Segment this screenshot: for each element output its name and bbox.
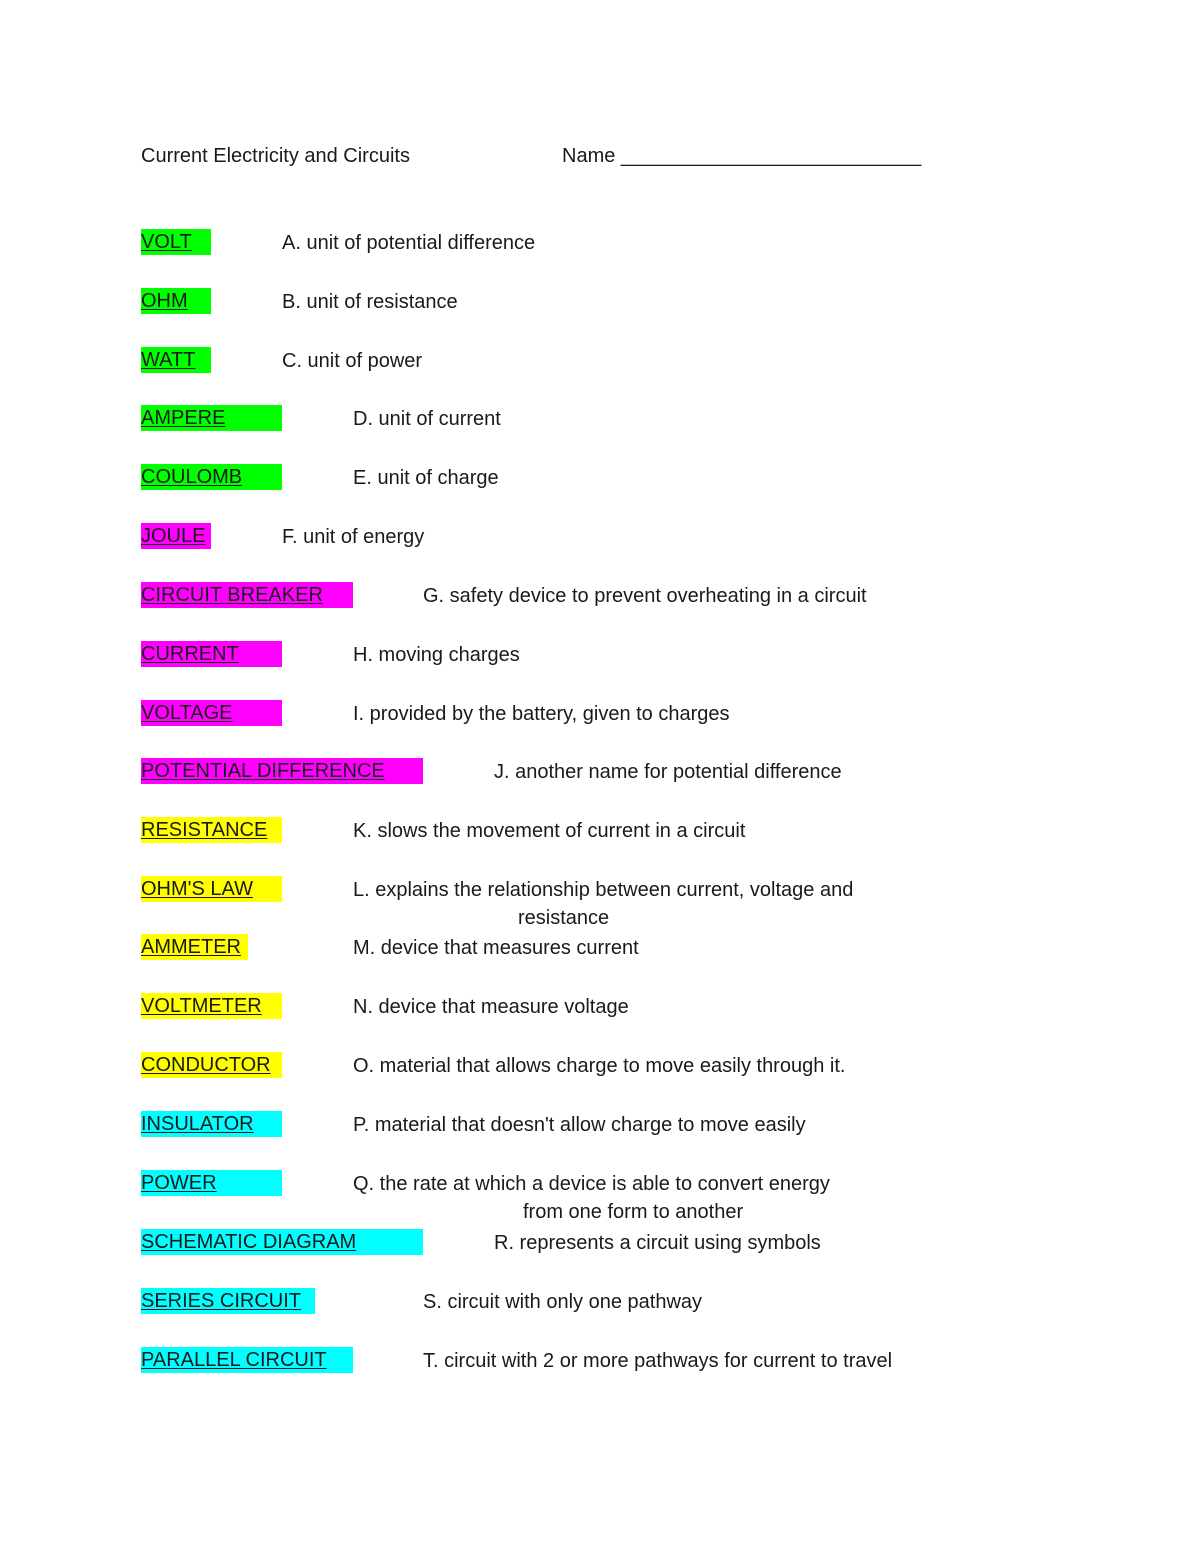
definition — [353, 876, 973, 932]
term-volt: VOLT — [141, 229, 211, 255]
definition: T. circuit with 2 or more pathways for current to travel — [423, 1350, 893, 1372]
definition: I. provided by the battery, given to charges — [353, 703, 730, 725]
term-schematic-diagram: SCHEMATIC DIAGRAM — [141, 1229, 423, 1255]
definition: R. represents a circuit using symbols — [494, 1232, 821, 1254]
term-current: CURRENT — [141, 641, 282, 667]
list-item — [141, 229, 1041, 257]
list-item — [141, 1229, 1041, 1257]
term-conductor: CONDUCTOR — [141, 1052, 282, 1078]
list-item — [141, 700, 1041, 728]
term-ohm: OHM — [141, 288, 211, 314]
definition-line: from one form to another — [523, 1201, 744, 1223]
term-power: POWER — [141, 1170, 282, 1196]
list-item — [141, 1347, 1041, 1375]
term-resistance: RESISTANCE — [141, 817, 282, 843]
list-item — [141, 758, 1041, 786]
definition: B. unit of resistance — [282, 291, 458, 313]
worksheet-header — [141, 142, 1041, 170]
definition: G. safety device to prevent overheating in a circuit — [423, 585, 867, 607]
list-item — [141, 1052, 1041, 1080]
definition: D. unit of current — [353, 408, 501, 430]
term-ampere: AMPERE — [141, 405, 282, 431]
definition: S. circuit with only one pathway — [423, 1291, 703, 1313]
definition: A. unit of potential difference — [282, 232, 536, 254]
term-parallel-circuit: PARALLEL CIRCUIT — [141, 1347, 353, 1373]
term-joule: JOULE — [141, 523, 211, 549]
definition-line: Q. the rate at which a device is able to convert energy — [353, 1173, 830, 1195]
term-ohms-law: OHM'S LAW — [141, 876, 282, 902]
list-item — [141, 405, 1041, 433]
list-item — [141, 582, 1041, 610]
list-item — [141, 876, 1041, 934]
definition: N. device that measure voltage — [353, 996, 629, 1018]
list-item — [141, 641, 1041, 669]
name-field[interactable]: Name ___________________________ — [562, 145, 922, 167]
definition-line: resistance — [518, 907, 610, 929]
list-item — [141, 1111, 1041, 1139]
list-item — [141, 288, 1041, 316]
term-insulator: INSULATOR — [141, 1111, 282, 1137]
worksheet-title: Current Electricity and Circuits — [141, 145, 410, 167]
list-item — [141, 993, 1041, 1021]
list-item — [141, 347, 1041, 375]
definition: P. material that doesn't allow charge to move easily — [353, 1114, 806, 1136]
definition: F. unit of energy — [282, 526, 425, 548]
term-watt: WATT — [141, 347, 211, 373]
list-item — [141, 464, 1041, 492]
term-ammeter: AMMETER — [141, 934, 248, 960]
definition: O. material that allows charge to move easily through it. — [353, 1055, 846, 1077]
term-potential-difference: POTENTIAL DIFFERENCE — [141, 758, 423, 784]
definition: C. unit of power — [282, 350, 423, 372]
definition: E. unit of charge — [353, 467, 499, 489]
term-voltage: VOLTAGE — [141, 700, 282, 726]
definition: M. device that measures current — [353, 937, 639, 959]
list-item — [141, 523, 1041, 551]
list-item — [141, 1170, 1041, 1228]
term-coulomb: COULOMB — [141, 464, 282, 490]
definition — [353, 1170, 973, 1226]
list-item — [141, 934, 1041, 962]
term-circuit-breaker: CIRCUIT BREAKER — [141, 582, 353, 608]
definition: J. another name for potential difference — [494, 761, 842, 783]
list-item — [141, 1288, 1041, 1316]
term-series-circuit: SERIES CIRCUIT — [141, 1288, 315, 1314]
term-voltmeter: VOLTMETER — [141, 993, 282, 1019]
definition: K. slows the movement of current in a circuit — [353, 820, 746, 842]
definition-line: L. explains the relationship between current, voltage and — [353, 879, 854, 901]
list-item — [141, 817, 1041, 845]
definition: H. moving charges — [353, 644, 520, 666]
